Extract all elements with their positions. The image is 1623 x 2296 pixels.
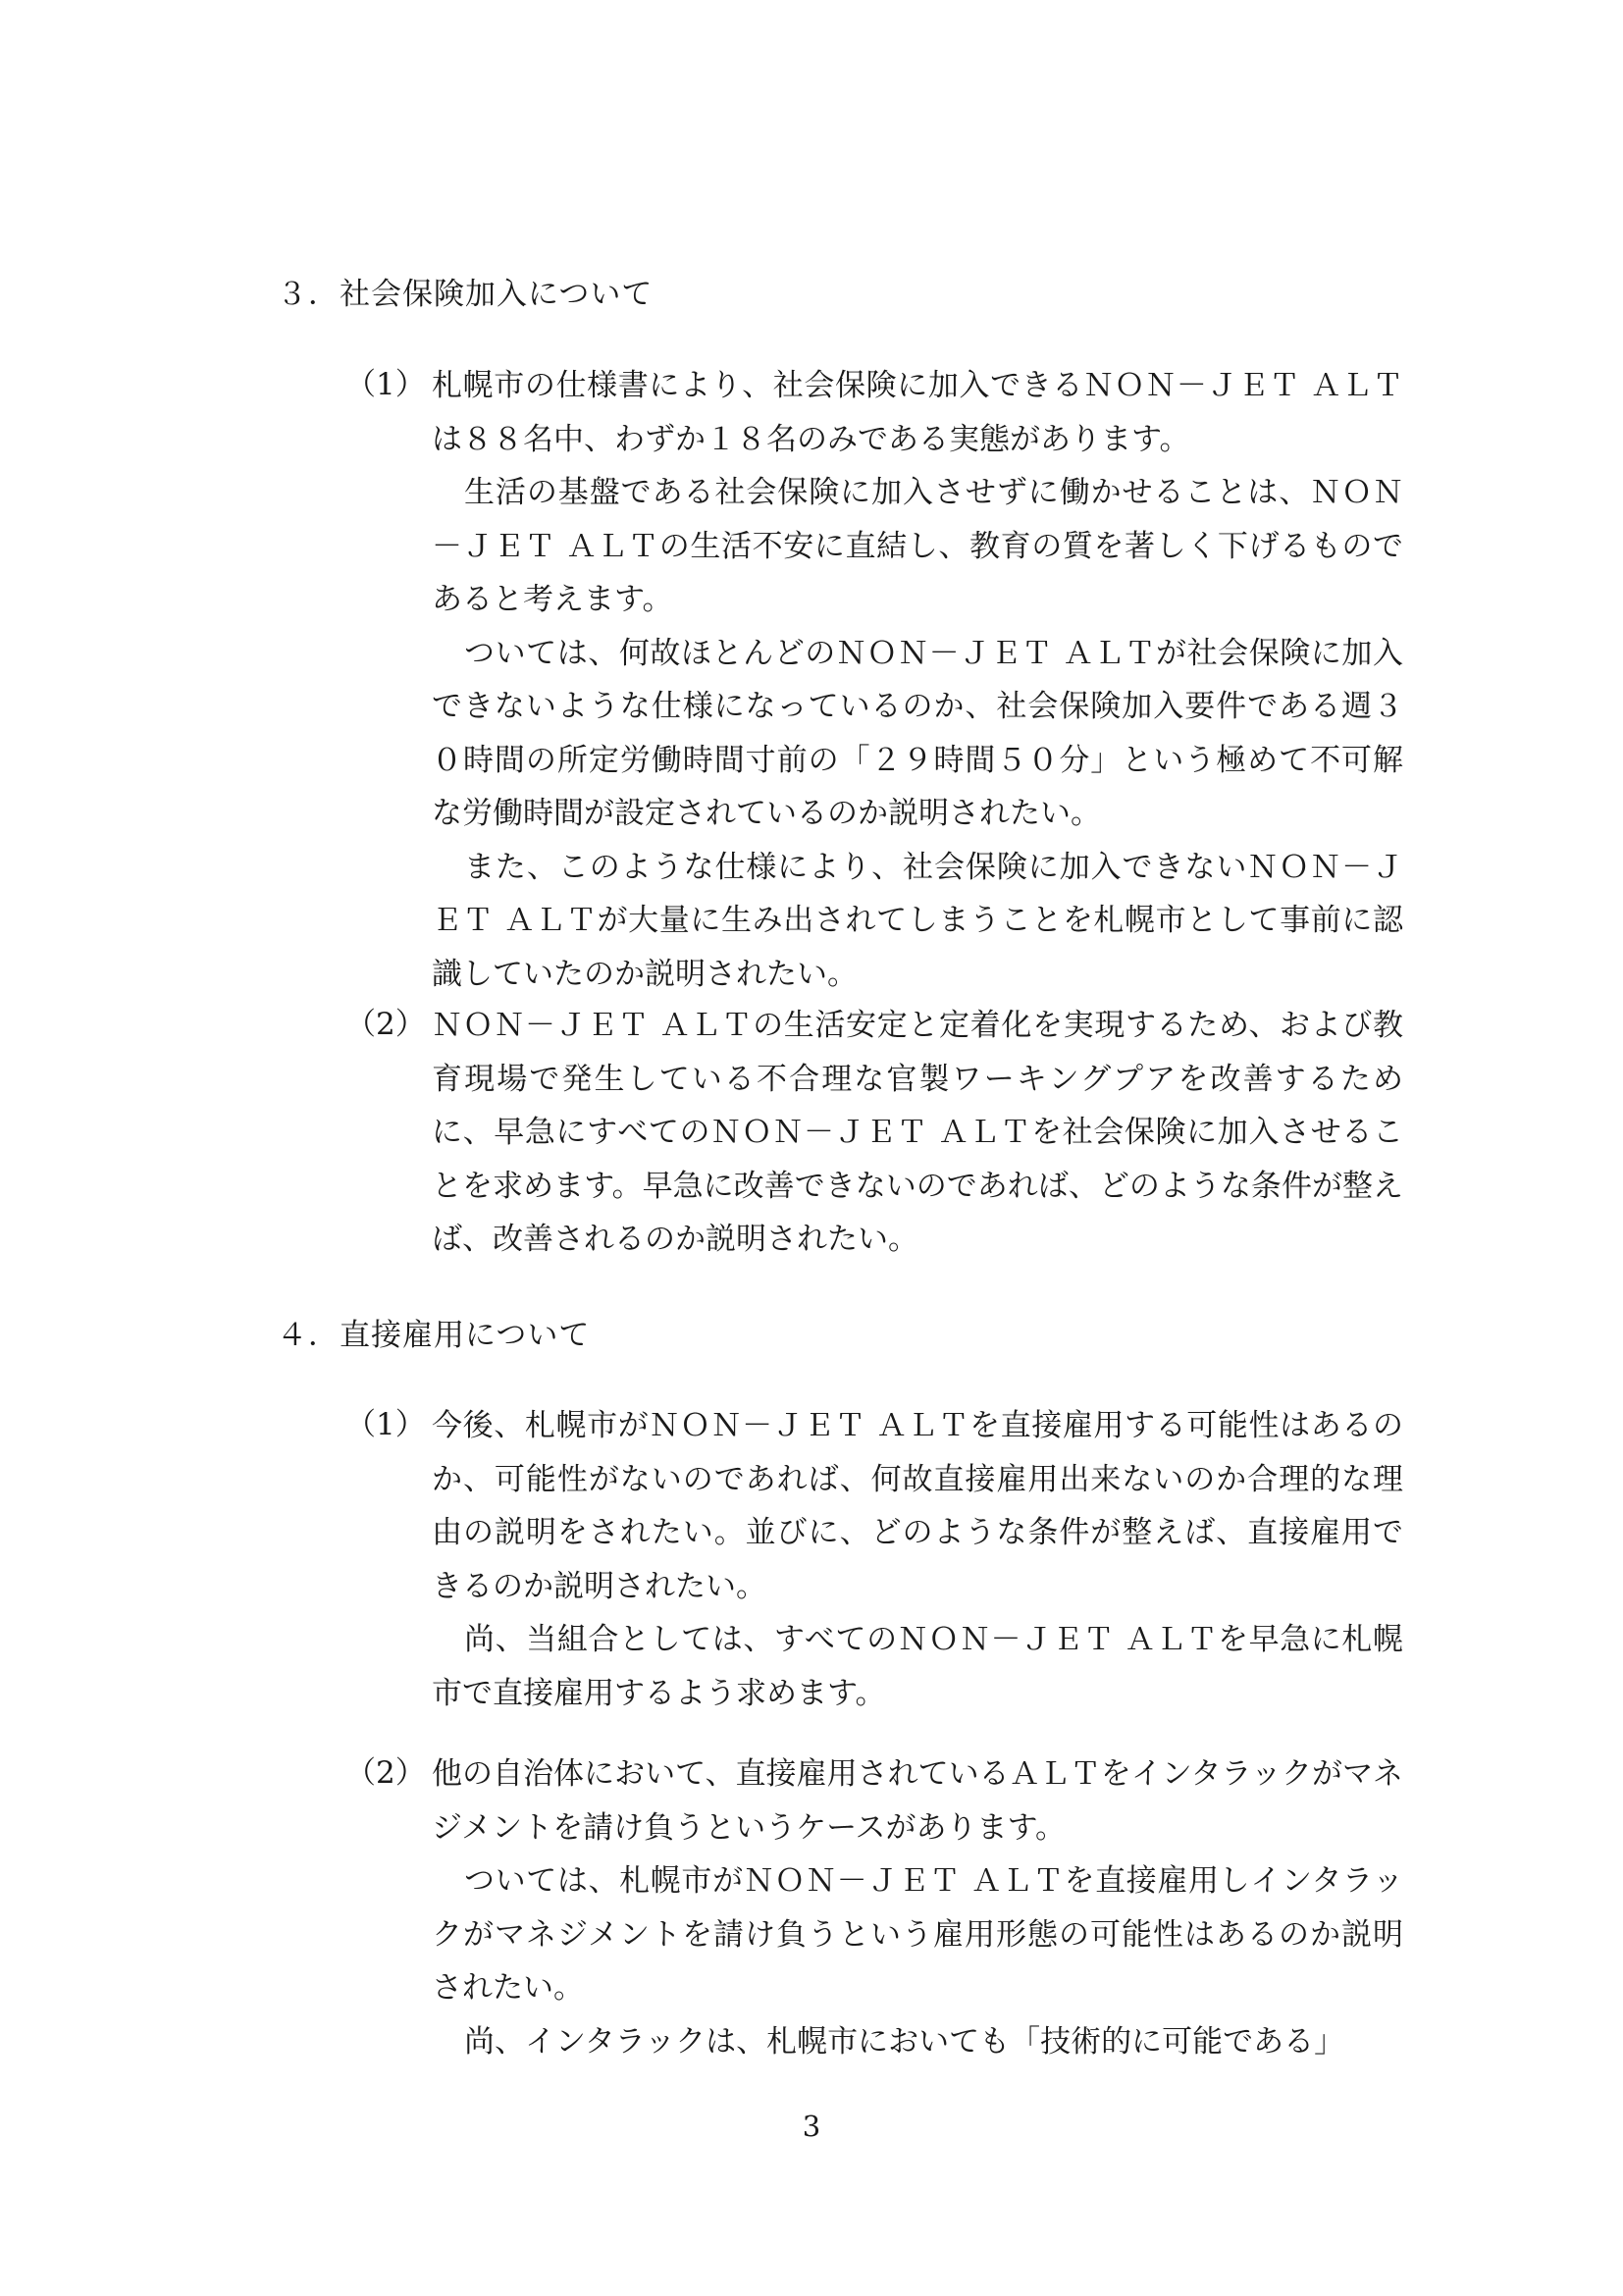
item-number: （1） bbox=[345, 1407, 426, 1442]
item-body bbox=[432, 359, 1403, 1001]
item-number: （2） bbox=[345, 1007, 426, 1042]
paragraph: ついては、札幌市がＮＯＮ－ＪＥＴ ＡＬＴを直接雇用しインタラックがマネジメントを請け負うという雇用形態の可能性はあるのか説明されたい。 bbox=[432, 1863, 1403, 2006]
page-number: 3 bbox=[802, 2110, 821, 2143]
item-number: （1） bbox=[345, 367, 426, 402]
section-4-heading: ４．直接雇用について bbox=[277, 1318, 591, 1353]
paragraph: 札幌市の仕様書により、社会保険に加入できるＮＯＮ－ＪＥＴ ＡＬＴは８８名中、わずか１８名のみである実態があります。 bbox=[432, 368, 1403, 457]
paragraph: 今後、札幌市がＮＯＮ－ＪＥＴ ＡＬＴを直接雇用する可能性はあるのか、可能性がないのであれば、何故直接雇用出来ないのか合理的な理由の説明をされたい。並びに、どのような条件が整えば、直接雇用できるのか説明されたい。 bbox=[432, 1408, 1403, 1604]
paragraph: ついては、何故ほとんどのＮＯＮ－ＪＥＴ ＡＬＴが社会保険に加入できないような仕様になっているのか、社会保険加入要件である週３０時間の所定労働時間寸前の「２９時間５０分」という極めて不可解な労働時間が設定されているのか説明されたい。 bbox=[432, 635, 1403, 831]
paragraph: また、このような仕様により、社会保険に加入できないＮＯＮ－ＪＥＴ ＡＬＴが大量に生み出されてしまうことを札幌市として事前に認識していたのか説明されたい。 bbox=[432, 849, 1403, 992]
paragraph: 尚、インタラックは、札幌市においても「技術的に可能である」 bbox=[464, 2023, 1345, 2060]
paragraph: 他の自治体において、直接雇用されているＡＬＴをインタラックがマネジメントを請け負うというケースがあります。 bbox=[432, 1756, 1403, 1846]
item-body bbox=[432, 1748, 1403, 2068]
item-body bbox=[432, 1399, 1403, 1720]
paragraph: 生活の基盤である社会保険に加入させずに働かせることは、ＮＯＮ－ＪＥＴ ＡＬＴの生活不安に直結し、教育の質を著しく下げるものであると考えます。 bbox=[432, 475, 1403, 617]
section-3-heading: ３．社会保険加入について bbox=[277, 277, 654, 312]
item-number: （2） bbox=[345, 1755, 426, 1791]
paragraph: ＮＯＮ－ＪＥＴ ＡＬＴの生活安定と定着化を実現するため、および教育現場で発生している不合理な官製ワーキングプアを改善するために、早急にすべてのＮＯＮ－ＪＥＴ ＡＬＴを社会保険に加入させることを求めます。早急に改善できないのであれば、どのような条件が整えば、改善されるのか説明されたい。 bbox=[432, 1008, 1403, 1257]
paragraph: 尚、当組合としては、すべてのＮＯＮ－ＪＥＴ ＡＬＴを早急に札幌市で直接雇用するよう求めます。 bbox=[432, 1622, 1403, 1711]
item-body bbox=[432, 999, 1403, 1267]
